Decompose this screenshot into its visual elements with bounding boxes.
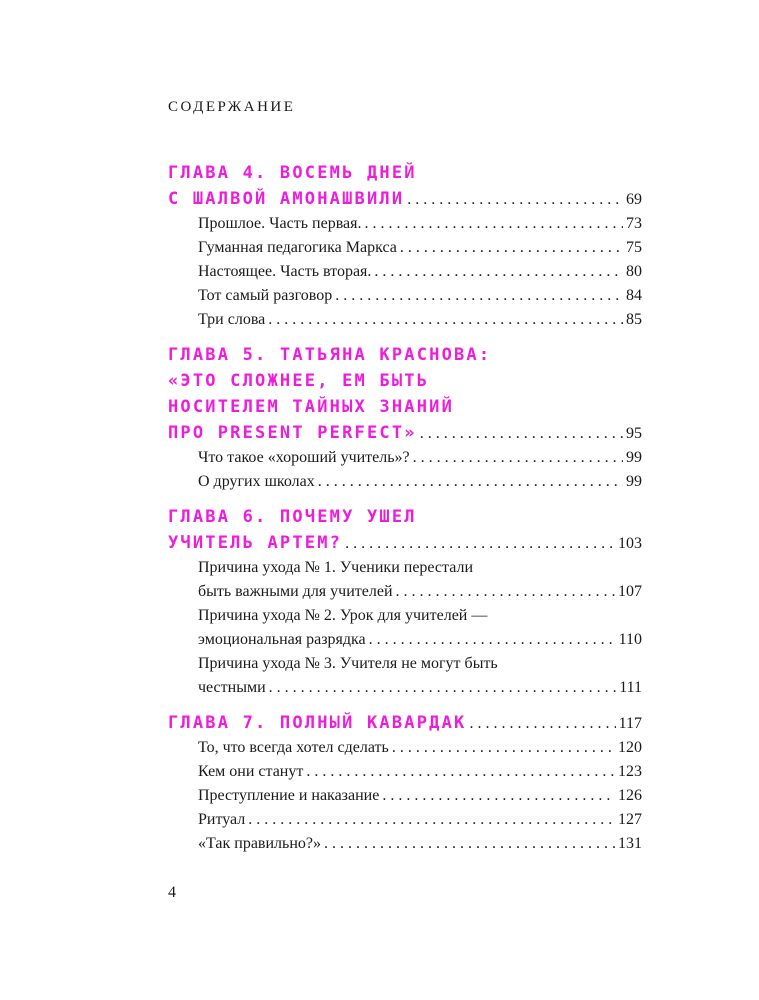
dot-leader (306, 760, 615, 784)
dot-leader (420, 421, 623, 447)
chapter-title-line (168, 160, 642, 186)
entry-title: Настоящее. Часть вторая. (198, 263, 372, 280)
entry-page-number: 99 (626, 473, 642, 490)
dot-leader (413, 446, 623, 470)
chapter-title: НОСИТЕЛЕМ ТАЙНЫХ ЗНАНИЙ (168, 397, 455, 417)
toc-entry (198, 736, 642, 760)
entry-title: Три слова (198, 311, 266, 328)
toc-chapter (168, 710, 642, 856)
dot-leader (407, 187, 623, 213)
toc-entry (198, 760, 642, 784)
section-list (198, 446, 642, 494)
entry-page-number: 99 (626, 449, 642, 466)
chapter-title-line (168, 368, 642, 394)
chapter-title: «ЭТО СЛОЖНЕЕ, ЕМ БЫТЬ (168, 371, 430, 391)
entry-page-number: 126 (618, 787, 642, 804)
chapter-title: С ШАЛВОЙ АМОНАШВИЛИ (168, 189, 405, 209)
entry-title: О других школах (198, 473, 315, 490)
chapter-title-line (168, 420, 642, 446)
page-header: СОДЕРЖАНИЕ (168, 99, 296, 115)
section-list (198, 212, 642, 332)
chapter-title: ГЛАВА 4. ВОСЕМЬ ДНЕЙ (168, 163, 417, 183)
entry-page-number: 73 (626, 215, 642, 232)
toc-entry (198, 236, 642, 260)
table-of-contents (168, 160, 642, 866)
chapter-title: УЧИТЕЛЬ АРТЕМ? (168, 533, 343, 553)
dot-leader (324, 832, 615, 856)
dot-leader (268, 308, 623, 332)
toc-entry (198, 556, 642, 580)
entry-title: Прошлое. Часть первая. (198, 215, 362, 232)
entry-title: Тот самый разговор (198, 287, 333, 304)
toc-entry (198, 446, 642, 470)
chapter-title-line (168, 394, 642, 420)
dot-leader (469, 711, 615, 737)
entry-page-number: 131 (618, 835, 642, 852)
dot-leader (400, 236, 623, 260)
entry-title: эмоциональная разрядка (198, 631, 366, 648)
entry-title: Преступление и наказание (198, 787, 380, 804)
dot-leader (345, 531, 615, 557)
entry-title: Что такое «хороший учитель»? (198, 449, 410, 466)
page-number: 4 (168, 884, 176, 901)
dot-leader (382, 784, 615, 808)
entry-page-number: 107 (618, 583, 642, 600)
toc-chapter (168, 504, 642, 700)
chapter-title-line (168, 710, 642, 736)
entry-page-number: 85 (626, 311, 642, 328)
toc-entry (198, 832, 642, 856)
dot-leader (392, 736, 615, 760)
entry-page-number: 75 (626, 239, 642, 256)
chapter-page-number: 69 (626, 191, 642, 208)
entry-page-number: 127 (618, 811, 642, 828)
toc-entry (198, 652, 642, 676)
entry-title: Причина ухода № 1. Ученики перестали (198, 559, 474, 576)
section-list (198, 736, 642, 856)
toc-entry (198, 260, 642, 284)
chapter-title: ГЛАВА 7. ПОЛНЫЙ КАВАРДАК (168, 713, 467, 733)
chapter-page-number: 95 (626, 425, 642, 442)
section-list (198, 556, 642, 700)
chapter-title-line (168, 186, 642, 212)
chapter-title-line (168, 504, 642, 530)
toc-chapter (168, 160, 642, 332)
dot-leader (365, 212, 623, 236)
dot-leader (396, 580, 615, 604)
entry-title: Причина ухода № 2. Урок для учителей — (198, 607, 488, 624)
toc-entry (198, 308, 642, 332)
chapter-title-line (168, 530, 642, 556)
entry-page-number: 111 (619, 679, 642, 696)
toc-entry (198, 628, 642, 652)
chapter-title: ГЛАВА 6. ПОЧЕМУ УШЕЛ (168, 507, 417, 527)
dot-leader (374, 260, 623, 284)
entry-page-number: 123 (618, 763, 642, 780)
toc-entry (198, 580, 642, 604)
toc-entry (198, 470, 642, 494)
toc-entry (198, 284, 642, 308)
entry-page-number: 120 (618, 739, 642, 756)
entry-title: Причина ухода № 3. Учителя не могут быть (198, 655, 498, 672)
entry-title: Гуманная педагогика Маркса (198, 239, 397, 256)
chapter-title: ПРО PRESENT PERFECT» (168, 423, 417, 443)
entry-title: быть важными для учителей (198, 583, 393, 600)
toc-entry (198, 676, 642, 700)
toc-chapter (168, 342, 642, 494)
entry-title: честными (198, 679, 266, 696)
chapter-page-number: 117 (618, 715, 642, 732)
dot-leader (318, 470, 623, 494)
entry-title: «Так правильно?» (198, 835, 321, 852)
dot-leader (248, 808, 615, 832)
entry-page-number: 80 (626, 263, 642, 280)
dot-leader (335, 284, 623, 308)
chapter-title: ГЛАВА 5. ТАТЬЯНА КРАСНОВА: (168, 345, 492, 365)
toc-entry (198, 808, 642, 832)
chapter-title-line (168, 342, 642, 368)
entry-title: Ритуал (198, 811, 246, 828)
entry-page-number: 110 (618, 631, 642, 648)
dot-leader (269, 676, 617, 700)
toc-entry (198, 784, 642, 808)
chapter-page-number: 103 (618, 535, 642, 552)
toc-entry (198, 604, 642, 628)
dot-leader (369, 628, 616, 652)
entry-page-number: 84 (626, 287, 642, 304)
entry-title: Кем они станут (198, 763, 304, 780)
entry-title: То, что всегда хотел сделать (198, 739, 389, 756)
toc-entry (198, 212, 642, 236)
